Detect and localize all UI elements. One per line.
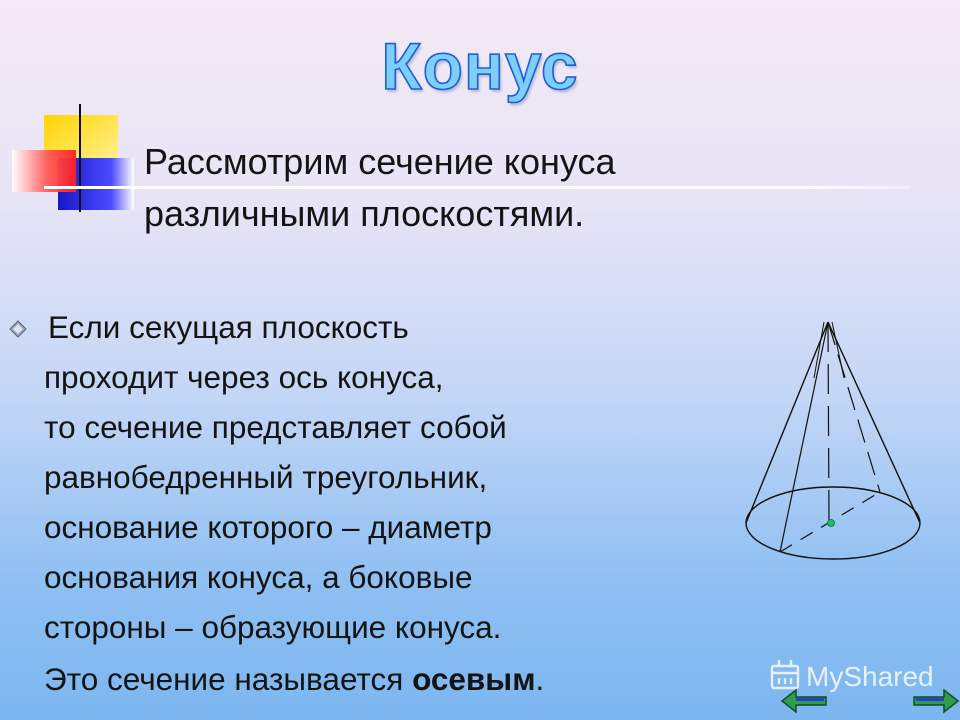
intro-line: различными плоскостями. [144, 193, 585, 234]
closing-prefix: Это сечение называется [44, 661, 413, 697]
closing-bold-term: осевым [412, 661, 536, 697]
watermark-text: MyShared [806, 661, 934, 692]
body-line: основания конуса, а боковые [44, 559, 473, 595]
body-line: равнобедренный треугольник, [44, 459, 488, 495]
body-line: основание которого – диаметр [44, 509, 492, 545]
slide-title: Конус [381, 29, 579, 103]
next-arrow-icon[interactable] [910, 686, 960, 716]
body-line: то сечение представляет собой [44, 409, 507, 445]
prev-arrow-icon[interactable] [780, 686, 828, 716]
body-line: стороны – образующие конуса. [44, 609, 502, 645]
diamond-bullet-icon [9, 320, 27, 338]
closing-suffix: . [535, 661, 545, 697]
intro-line: Рассмотрим сечение конуса [144, 141, 616, 182]
closing-line [44, 654, 544, 704]
body-line: проходит через ось конуса, [44, 359, 444, 395]
intro-text [144, 136, 615, 240]
body-paragraph [44, 302, 544, 704]
cone-axis [828, 322, 829, 523]
cone-diagram [740, 318, 925, 563]
base-center-point [828, 520, 835, 527]
section-line [780, 322, 828, 552]
body-line: Если секущая плоскость [48, 309, 409, 345]
section-line [828, 322, 880, 492]
cone-generatrix-right [828, 322, 920, 523]
